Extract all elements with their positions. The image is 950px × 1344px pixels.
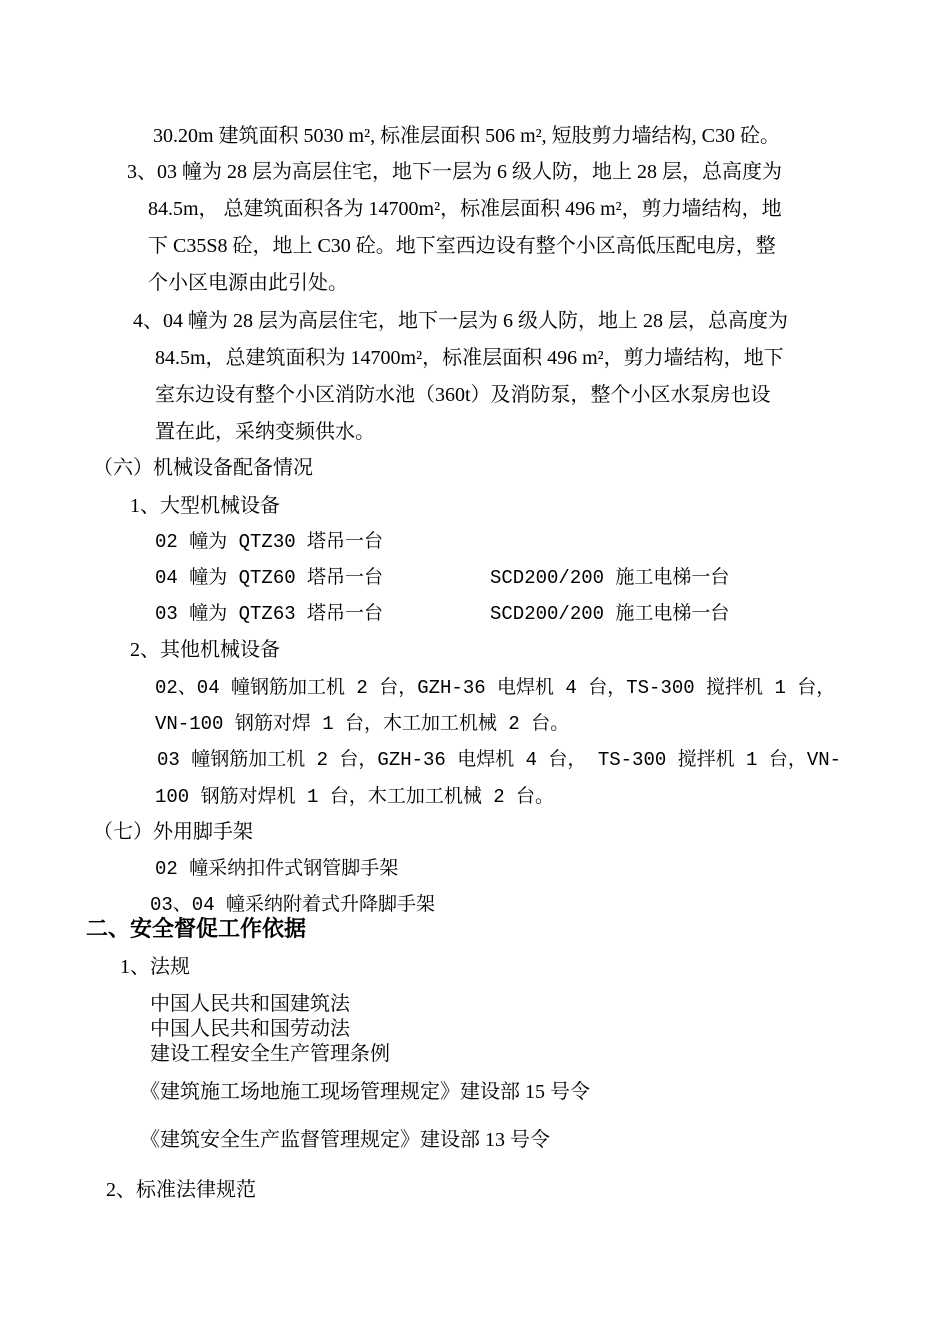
section-heading-equipment: （六）机械设备配备情况 bbox=[93, 457, 313, 479]
equipment-03-elevator: SCD200/200 施工电梯一台 bbox=[490, 603, 730, 625]
other-equipment-line-4: 100 钢筋对焊机 1 台，木工加工机械 2 台。 bbox=[155, 786, 555, 808]
equipment-04-crane: 04 幢为 QTZ60 塔吊一台 bbox=[155, 567, 384, 589]
para-line-04-building: 4、04 幢为 28 层为高层住宅，地下一层为 6 级人防，地上 28 层，总高度为 bbox=[133, 310, 788, 332]
subheading-regulations: 1、法规 bbox=[120, 956, 190, 978]
equipment-03-crane: 03 幢为 QTZ63 塔吊一台 bbox=[155, 603, 384, 625]
para-line-03-building: 3、03 幢为 28 层为高层住宅，地下一层为 6 级人防，地上 28 层，总高度为 bbox=[127, 161, 782, 183]
subheading-large-equipment: 1、大型机械设备 bbox=[130, 495, 280, 517]
para-line-03-power: 个小区电源由此引处。 bbox=[148, 272, 348, 294]
equipment-line-02: 02 幢为 QTZ30 塔吊一台 bbox=[155, 531, 384, 553]
equipment-line-04 bbox=[155, 566, 383, 590]
regulation-site-management: 《建筑施工场地施工现场管理规定》建设部 15 号令 bbox=[140, 1081, 590, 1103]
chapter-heading: 二、安全督促工作依据 bbox=[86, 916, 307, 941]
para-line-04-area: 84.5m，总建筑面积为 14700m²，标准层面积 496 m²，剪力墙结构，地下 bbox=[155, 347, 784, 369]
subheading-other-equipment: 2、其他机械设备 bbox=[130, 639, 280, 661]
other-equipment-line-3: 03 幢钢筋加工机 2 台，GZH-36 电焊机 4 台， TS-300 搅拌机 1 台，VN- bbox=[157, 749, 842, 771]
scaffold-line-02: 02 幢采纳扣件式钢管脚手架 bbox=[155, 858, 399, 880]
section-heading-scaffold: （七）外用脚手架 bbox=[93, 821, 253, 843]
regulation-safety-management: 建设工程安全生产管理条例 bbox=[150, 1043, 390, 1065]
equipment-04-elevator: SCD200/200 施工电梯一台 bbox=[490, 567, 730, 589]
other-equipment-line-2: VN-100 钢筋对焊 1 台，木工加工机械 2 台。 bbox=[155, 713, 570, 735]
equipment-line-03 bbox=[155, 602, 383, 626]
para-line-04-pool: 室东边设有整个小区消防水池（360t）及消防泵，整个小区水泵房也设 bbox=[155, 384, 771, 406]
regulation-construction-law: 中国人民共和国建筑法 bbox=[150, 993, 350, 1015]
regulation-labor-law: 中国人民共和国劳动法 bbox=[150, 1018, 350, 1040]
scaffold-line-03-04: 03、04 幢采纳附着式升降脚手架 bbox=[150, 894, 436, 916]
subheading-standards: 2、标准法律规范 bbox=[106, 1179, 256, 1201]
para-line-03-area: 84.5m， 总建筑面积各为 14700m²，标准层面积 496 m²，剪力墙结构，地 bbox=[148, 198, 782, 220]
para-line-building-area: 30.20m 建筑面积 5030 m², 标准层面积 506 m², 短肢剪力墙结构, C30 砼。 bbox=[153, 125, 781, 147]
regulation-safety-supervision: 《建筑安全生产监督管理规定》建设部 13 号令 bbox=[140, 1129, 550, 1151]
other-equipment-line-1: 02、04 幢钢筋加工机 2 台，GZH-36 电焊机 4 台，TS-300 搅拌机 1 台， bbox=[155, 677, 836, 699]
para-line-03-concrete: 下 C35S8 砼，地上 C30 砼。地下室西边设有整个小区高低压配电房，整 bbox=[148, 235, 776, 257]
para-line-04-water: 置在此，采纳变频供水。 bbox=[155, 421, 375, 443]
